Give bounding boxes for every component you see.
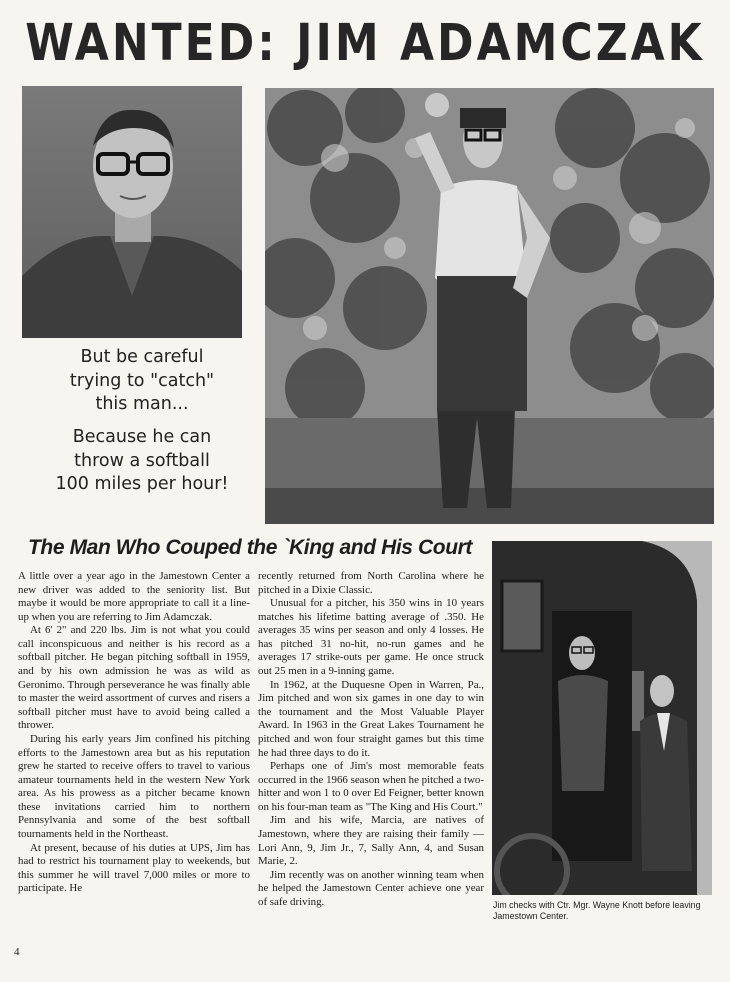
article-paragraph: recently returned from North Carolina where he pitched in a Dixie Classic. bbox=[258, 570, 484, 596]
truck-photo bbox=[492, 541, 712, 895]
warning-callout bbox=[22, 346, 262, 506]
warning-line: throw a softball bbox=[74, 450, 210, 471]
article-paragraph: During his early years Jim confined his pitching efforts to the Jamestown area but as his reputation grew he started to receive offers to travel to various amateur tournaments held in the western New York area. As his prowess as a pitcher became known these invitations carried him to northern Pennsylvania and some of the best softball tournaments held in the Northeast. bbox=[18, 732, 250, 840]
article-paragraph: A little over a year ago in the Jamestown Center a new driver was added to the seniority list. But maybe it would be more appropriate to call it a line-up when you are referring to Jim Adamczak. bbox=[18, 570, 250, 623]
article-paragraph: In 1962, at the Duquesne Open in Warren, Pa., Jim pitched and won six games in one day to win the tournament and the Most Valuable Player Award. In 1963 in the Great Lakes Tournament he pitched and won four straight games but this time he had three days to do it. bbox=[258, 678, 484, 759]
warning-line: this man... bbox=[95, 394, 189, 415]
portrait-photo bbox=[22, 86, 242, 338]
page-number: 4 bbox=[14, 946, 20, 958]
article-paragraph: Unusual for a pitcher, his 350 wins in 10 years matches his lifetime batting average of .350. He averages 35 wins per season and only 4 losses. He has pitched 31 no-hit, no-run games and he averages 17 strike-outs per game. He once struck out 25 men in a 9-inning game. bbox=[258, 597, 484, 678]
article-title: The Man Who Couped the `King and His Court bbox=[28, 536, 472, 559]
article-paragraph: At 6' 2" and 220 lbs. Jim is not what you could call inconspicuous and neither is his record as a softball pitcher. He began pitching softball in 1959, and by his own admission he was as wild as Geronimo. Through perseverance he was finally able to master the weird assortment of curves and risers a softball pitcher must have to avoid being called a thrower. bbox=[18, 624, 250, 732]
page-headline: WANTED: JIM ADAMCZAK bbox=[25, 14, 705, 73]
article-paragraph: Jim recently was on another winning team when he helped the Jamestown Center achieve one year of safe driving. bbox=[258, 868, 484, 908]
warning-line: 100 miles per hour! bbox=[55, 474, 229, 495]
article-paragraph: Jim and his wife, Marcia, are natives of Jamestown, where they are raising their family — Lori Ann, 9, Jim Jr., 7, Sally Ann, 4, and Susan Marie, 2. bbox=[258, 814, 484, 868]
warning-line: Because he can bbox=[72, 426, 212, 447]
article-column-1 bbox=[18, 570, 250, 896]
pitching-photo bbox=[265, 88, 714, 524]
article-column-2 bbox=[258, 570, 484, 909]
warning-line: But be careful bbox=[80, 347, 204, 367]
article-paragraph: At present, because of his duties at UPS, Jim has had to restrict his tournament play to weekends, but this summer he will travel 7,000 miles or more to participate. He bbox=[18, 841, 250, 895]
warning-line: trying to "catch" bbox=[69, 370, 215, 391]
article-paragraph: Perhaps one of Jim's most memorable feats occurred in the 1966 season when he pitched a two-hitter and won 1 to 0 over Ed Feigner, better known on his four-man team as "The King and His Court." bbox=[258, 760, 484, 813]
truck-photo-caption: Jim checks with Ctr. Mgr. Wayne Knott before leaving Jamestown Center. bbox=[493, 900, 701, 922]
